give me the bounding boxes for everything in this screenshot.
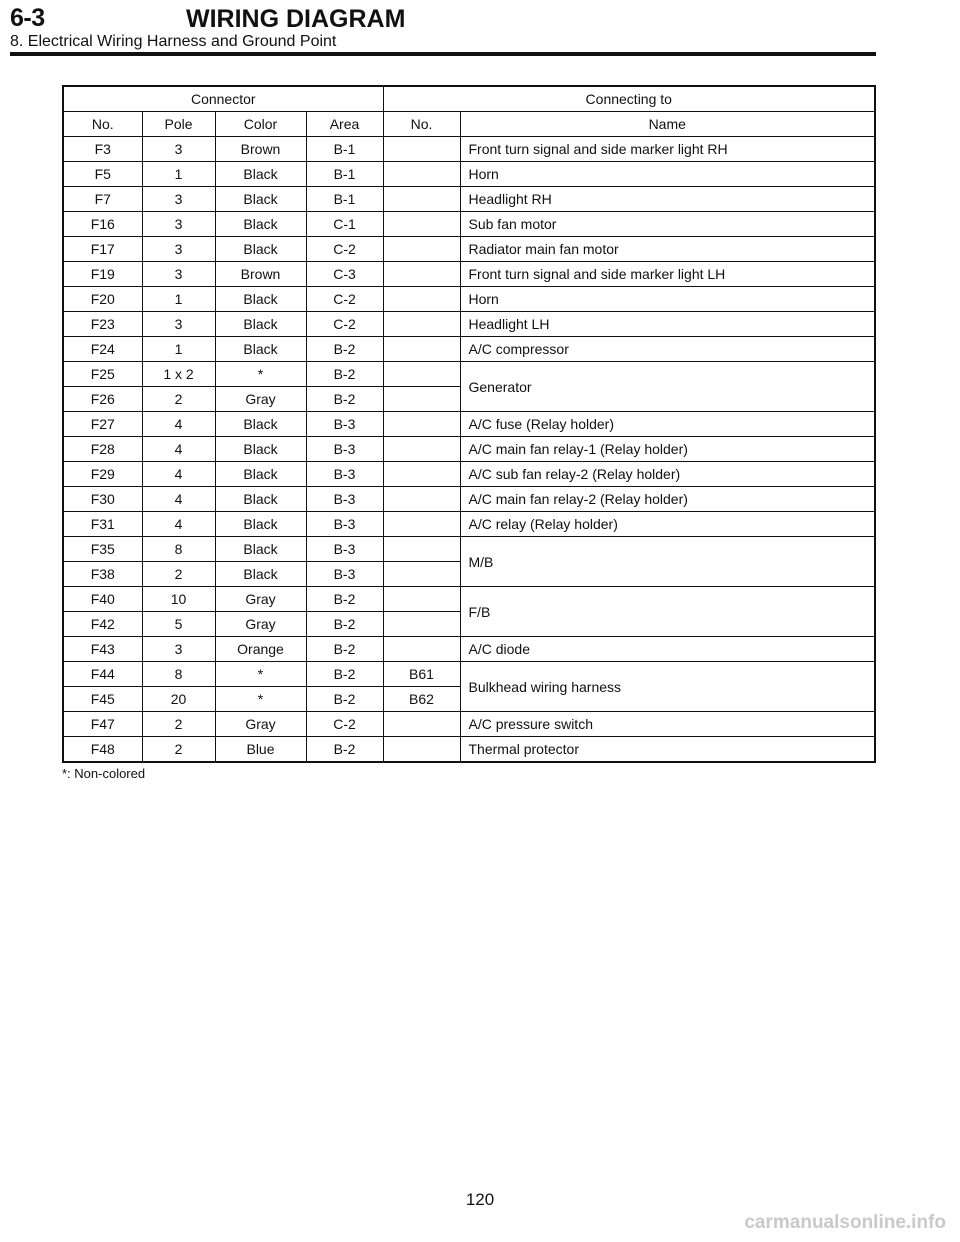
connector-no-cell: F3 [63, 137, 142, 162]
page-title: WIRING DIAGRAM [186, 5, 406, 33]
table-row [63, 512, 875, 537]
connecting-no-cell [383, 712, 460, 737]
area-cell: B-3 [306, 512, 383, 537]
color-cell: Gray [215, 587, 306, 612]
connector-no-cell: F5 [63, 162, 142, 187]
connector-no-cell: F48 [63, 737, 142, 763]
connector-table [62, 85, 876, 763]
pole-cell: 8 [142, 537, 215, 562]
connector-no-cell: F30 [63, 487, 142, 512]
connecting-no-cell [383, 637, 460, 662]
connecting-no-cell [383, 537, 460, 562]
group-header-row [63, 86, 875, 112]
connecting-name-cell: A/C main fan relay-2 (Relay holder) [460, 487, 875, 512]
area-cell: B-1 [306, 187, 383, 212]
pole-cell: 5 [142, 612, 215, 637]
watermark: carmanualsonline.info [744, 1212, 946, 1233]
table-body [63, 137, 875, 763]
connecting-no-cell [383, 312, 460, 337]
connector-no-cell: F19 [63, 262, 142, 287]
table-row [63, 462, 875, 487]
connector-no-cell: F35 [63, 537, 142, 562]
table-row [63, 312, 875, 337]
area-cell: B-2 [306, 637, 383, 662]
connecting-no-cell [383, 212, 460, 237]
column-header-pole: Pole [142, 112, 215, 137]
table-row [63, 712, 875, 737]
header-rule [10, 52, 876, 56]
connecting-no-cell [383, 512, 460, 537]
connecting-name-cell: Generator [460, 362, 875, 412]
area-cell: B-2 [306, 737, 383, 763]
column-header-connecting-no: No. [383, 112, 460, 137]
connecting-no-cell: B61 [383, 662, 460, 687]
connector-no-cell: F16 [63, 212, 142, 237]
connecting-no-cell [383, 387, 460, 412]
area-cell: B-2 [306, 362, 383, 387]
connecting-name-cell: Bulkhead wiring harness [460, 662, 875, 712]
connecting-name-cell: Sub fan motor [460, 212, 875, 237]
column-header-row [63, 112, 875, 137]
connecting-name-cell: Headlight RH [460, 187, 875, 212]
connecting-name-cell: F/B [460, 587, 875, 637]
area-cell: C-1 [306, 212, 383, 237]
pole-cell: 2 [142, 737, 215, 763]
pole-cell: 4 [142, 462, 215, 487]
table-row [63, 537, 875, 562]
area-cell: C-2 [306, 237, 383, 262]
connector-no-cell: F20 [63, 287, 142, 312]
color-cell: Black [215, 312, 306, 337]
connector-no-cell: F25 [63, 362, 142, 387]
pole-cell: 3 [142, 212, 215, 237]
connecting-no-cell [383, 737, 460, 763]
table-row [63, 587, 875, 612]
connector-no-cell: F23 [63, 312, 142, 337]
area-cell: B-3 [306, 437, 383, 462]
area-cell: B-3 [306, 562, 383, 587]
connecting-name-cell: A/C relay (Relay holder) [460, 512, 875, 537]
page-subtitle: 8. Electrical Wiring Harness and Ground Point [10, 33, 337, 50]
color-cell: Black [215, 187, 306, 212]
connector-no-cell: F42 [63, 612, 142, 637]
area-cell: B-2 [306, 612, 383, 637]
pole-cell: 8 [142, 662, 215, 687]
pole-cell: 3 [142, 187, 215, 212]
connecting-no-cell [383, 462, 460, 487]
color-cell: Gray [215, 712, 306, 737]
area-cell: C-2 [306, 287, 383, 312]
connector-group-header: Connector [63, 86, 383, 112]
pole-cell: 1 [142, 162, 215, 187]
column-header-color: Color [215, 112, 306, 137]
connecting-name-cell: A/C pressure switch [460, 712, 875, 737]
connecting-no-cell [383, 262, 460, 287]
connecting-name-cell: Horn [460, 287, 875, 312]
pole-cell: 3 [142, 237, 215, 262]
table-row [63, 287, 875, 312]
connecting-no-cell [383, 412, 460, 437]
connector-no-cell: F40 [63, 587, 142, 612]
pole-cell: 2 [142, 712, 215, 737]
table-row [63, 262, 875, 287]
connecting-name-cell: Thermal protector [460, 737, 875, 763]
area-cell: C-2 [306, 712, 383, 737]
table-row [63, 487, 875, 512]
pole-cell: 1 [142, 287, 215, 312]
section-code: 6-3 [10, 4, 45, 32]
color-cell: Black [215, 162, 306, 187]
connecting-name-cell: M/B [460, 537, 875, 587]
area-cell: B-3 [306, 462, 383, 487]
color-cell: Black [215, 287, 306, 312]
area-cell: C-3 [306, 262, 383, 287]
table-row [63, 662, 875, 687]
pole-cell: 3 [142, 312, 215, 337]
connecting-no-cell [383, 362, 460, 387]
connecting-no-cell [383, 287, 460, 312]
connecting-no-cell [383, 612, 460, 637]
connecting-name-cell: Radiator main fan motor [460, 237, 875, 262]
connecting-name-cell: A/C compressor [460, 337, 875, 362]
pole-cell: 4 [142, 437, 215, 462]
connecting-name-cell: A/C diode [460, 637, 875, 662]
color-cell: Black [215, 462, 306, 487]
connector-no-cell: F45 [63, 687, 142, 712]
connecting-name-cell: Headlight LH [460, 312, 875, 337]
column-header-area: Area [306, 112, 383, 137]
connector-no-cell: F29 [63, 462, 142, 487]
color-cell: Black [215, 562, 306, 587]
color-cell: * [215, 662, 306, 687]
pole-cell: 1 x 2 [142, 362, 215, 387]
table-row [63, 337, 875, 362]
connector-no-cell: F27 [63, 412, 142, 437]
color-cell: Black [215, 212, 306, 237]
pole-cell: 3 [142, 137, 215, 162]
area-cell: B-3 [306, 537, 383, 562]
connector-no-cell: F26 [63, 387, 142, 412]
column-header-no: No. [63, 112, 142, 137]
page-number: 120 [465, 1190, 495, 1209]
color-cell: Blue [215, 737, 306, 763]
area-cell: B-1 [306, 162, 383, 187]
color-cell: Black [215, 512, 306, 537]
table-row [63, 237, 875, 262]
connector-no-cell: F31 [63, 512, 142, 537]
area-cell: C-2 [306, 312, 383, 337]
pole-cell: 2 [142, 562, 215, 587]
pole-cell: 10 [142, 587, 215, 612]
connector-no-cell: F44 [63, 662, 142, 687]
connecting-name-cell: Front turn signal and side marker light LH [460, 262, 875, 287]
table-row [63, 187, 875, 212]
pole-cell: 3 [142, 262, 215, 287]
area-cell: B-3 [306, 487, 383, 512]
connecting-name-cell: A/C fuse (Relay holder) [460, 412, 875, 437]
pole-cell: 20 [142, 687, 215, 712]
color-cell: Black [215, 337, 306, 362]
pole-cell: 3 [142, 637, 215, 662]
table-row [63, 162, 875, 187]
connector-no-cell: F24 [63, 337, 142, 362]
area-cell: B-2 [306, 587, 383, 612]
color-cell: Black [215, 487, 306, 512]
connecting-name-cell: Horn [460, 162, 875, 187]
connecting-no-cell [383, 187, 460, 212]
connecting-no-cell [383, 337, 460, 362]
connecting-to-group-header: Connecting to [383, 86, 875, 112]
table-row [63, 737, 875, 763]
area-cell: B-3 [306, 412, 383, 437]
connector-no-cell: F28 [63, 437, 142, 462]
table-row [63, 212, 875, 237]
table-row [63, 137, 875, 162]
pole-cell: 4 [142, 487, 215, 512]
pole-cell: 2 [142, 387, 215, 412]
color-cell: Black [215, 237, 306, 262]
color-cell: Gray [215, 387, 306, 412]
connector-no-cell: F17 [63, 237, 142, 262]
pole-cell: 1 [142, 337, 215, 362]
pole-cell: 4 [142, 512, 215, 537]
table-row [63, 412, 875, 437]
connecting-no-cell [383, 487, 460, 512]
area-cell: B-1 [306, 137, 383, 162]
pole-cell: 4 [142, 412, 215, 437]
connecting-no-cell [383, 237, 460, 262]
footnote: *: Non-colored [62, 766, 146, 781]
color-cell: Brown [215, 137, 306, 162]
area-cell: B-2 [306, 662, 383, 687]
connector-no-cell: F43 [63, 637, 142, 662]
connecting-no-cell [383, 137, 460, 162]
connecting-no-cell [383, 562, 460, 587]
connector-no-cell: F47 [63, 712, 142, 737]
color-cell: * [215, 687, 306, 712]
connecting-no-cell [383, 437, 460, 462]
connector-no-cell: F38 [63, 562, 142, 587]
table-row [63, 637, 875, 662]
color-cell: * [215, 362, 306, 387]
table-row [63, 437, 875, 462]
color-cell: Black [215, 437, 306, 462]
color-cell: Orange [215, 637, 306, 662]
area-cell: B-2 [306, 687, 383, 712]
connector-no-cell: F7 [63, 187, 142, 212]
table-row [63, 362, 875, 387]
area-cell: B-2 [306, 387, 383, 412]
connecting-name-cell: Front turn signal and side marker light RH [460, 137, 875, 162]
connecting-name-cell: A/C main fan relay-1 (Relay holder) [460, 437, 875, 462]
connecting-no-cell [383, 587, 460, 612]
connecting-no-cell: B62 [383, 687, 460, 712]
connecting-no-cell [383, 162, 460, 187]
color-cell: Black [215, 537, 306, 562]
area-cell: B-2 [306, 337, 383, 362]
connecting-name-cell: A/C sub fan relay-2 (Relay holder) [460, 462, 875, 487]
column-header-name: Name [460, 112, 875, 137]
color-cell: Gray [215, 612, 306, 637]
color-cell: Black [215, 412, 306, 437]
color-cell: Brown [215, 262, 306, 287]
